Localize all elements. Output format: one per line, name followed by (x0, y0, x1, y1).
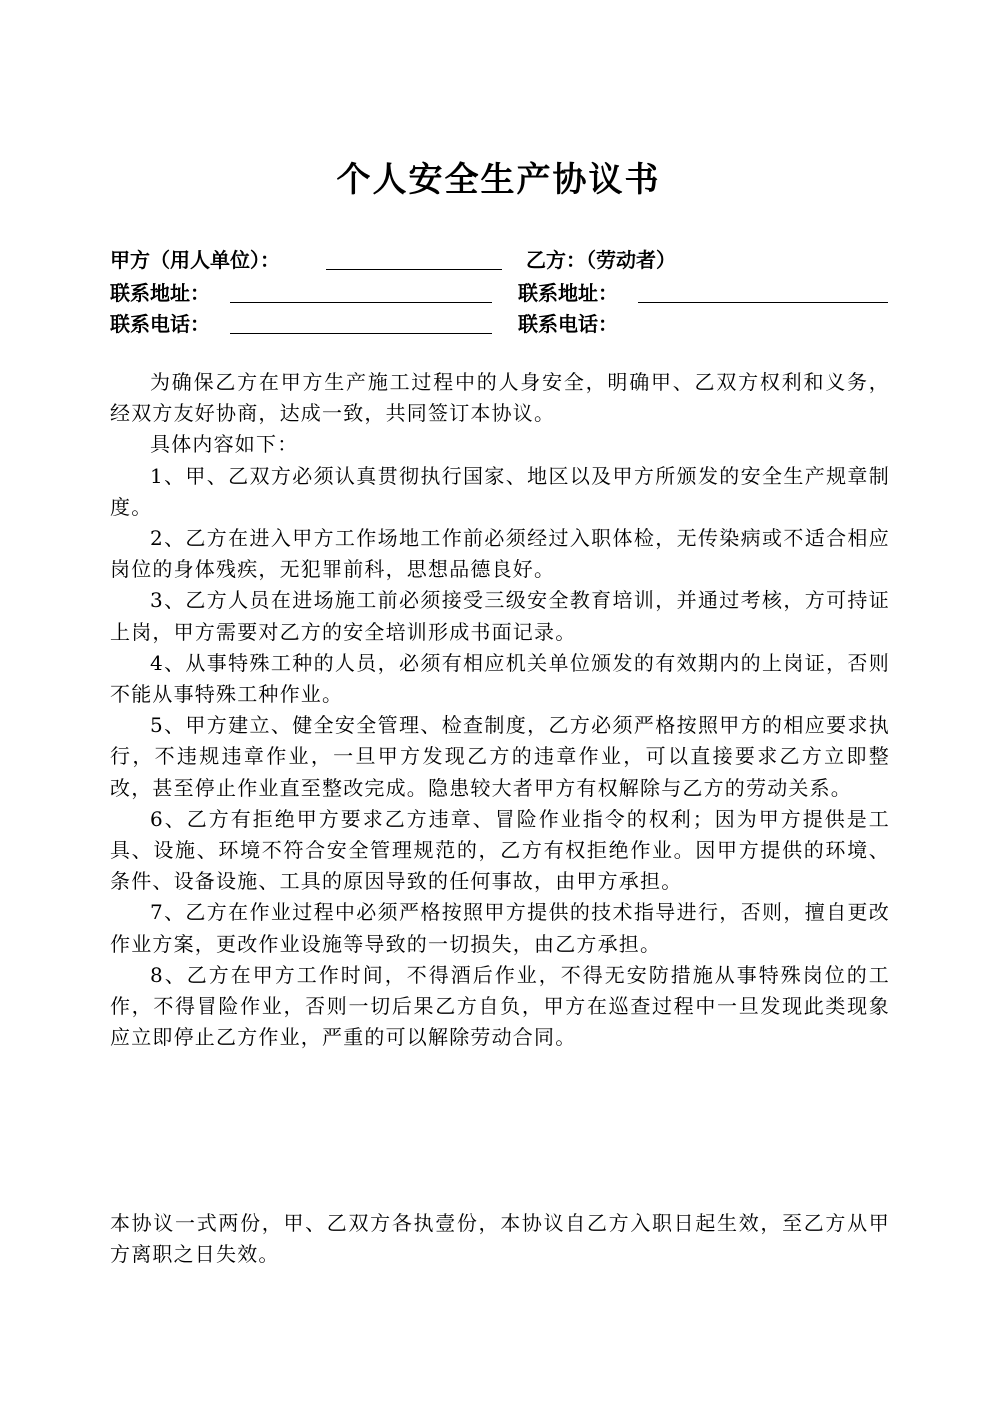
party-b-label: 乙方：（劳动者） (526, 248, 676, 272)
address-label-a: 联系地址： (110, 281, 210, 305)
phone-label-b: 联系电话： (518, 312, 618, 336)
phone-label-a: 联系电话： (110, 312, 210, 336)
parties-row (110, 245, 890, 275)
phone-a-blank-line (230, 309, 492, 334)
agreement-body (110, 367, 890, 1053)
party-a-blank-line (326, 245, 502, 270)
phone-row (110, 309, 890, 339)
document-title: 个人安全生产协议书 (336, 160, 661, 200)
address-row (110, 278, 890, 308)
paragraph-content-heading: 具体内容如下： (150, 432, 299, 457)
clause-3: 3、乙方人员在进场施工前必须接受三级安全教育培训，并通过考核，方可持证上岗，甲方需要对乙方的安全培训形成书面记录。 (110, 588, 890, 644)
clause-8: 8、乙方在甲方工作时间，不得酒后作业，不得无安防措施从事特殊岗位的工作，不得冒险作业，否则一切后果乙方自负，甲方在巡查过程中一旦发现此类现象应立即停止乙方作业，严重的可以解除劳动合同。 (110, 962, 890, 1050)
clause-5: 5、甲方建立、健全安全管理、检查制度，乙方必须严格按照甲方的相应要求执行，不违规违章作业，一旦甲方发现乙方的违章作业，可以直接要求乙方立即整改，甚至停止作业直至整改完成。隐患较大者甲方有权解除与乙方的劳动关系。 (110, 713, 890, 800)
closing-statement (110, 1208, 890, 1270)
clause-6: 6、乙方有拒绝甲方要求乙方违章、冒险作业指令的权利；因为甲方提供是工具、设施、环境不符合安全管理规范的，乙方有权拒绝作业。因甲方提供的环境、条件、设备设施、工具的原因导致的任何事故，由甲方承担。 (110, 806, 890, 894)
address-a-blank-line (230, 278, 492, 303)
address-b-blank-line (638, 278, 888, 303)
party-a-label: 甲方（用人单位）： (110, 248, 280, 272)
clause-1: 1、甲、乙双方必须认真贯彻执行国家、地区以及甲方所颁发的安全生产规章制度。 (110, 463, 890, 519)
closing-text: 本协议一式两份，甲、乙双方各执壹份，本协议自乙方入职日起生效，至乙方从甲方离职之日失效。 (110, 1211, 890, 1266)
paragraph-intro: 为确保乙方在甲方生产施工过程中的人身安全，明确甲、乙双方权利和义务，经双方友好协商，达成一致，共同签订本协议。 (110, 370, 890, 426)
clause-7: 7、乙方在作业过程中必须严格按照甲方提供的技术指导进行，否则，擅自更改作业方案，更改作业设施等导致的一切损失，由乙方承担。 (110, 900, 890, 956)
clause-4: 4、从事特殊工种的人员，必须有相应机关单位颁发的有效期内的上岗证，否则不能从事特殊工种作业。 (110, 650, 890, 707)
address-label-b: 联系地址： (518, 281, 618, 305)
clause-2: 2、乙方在进入甲方工作场地工作前必须经过入职体检，无传染病或不适合相应岗位的身体残疾，无犯罪前科，思想品德良好。 (110, 526, 890, 582)
